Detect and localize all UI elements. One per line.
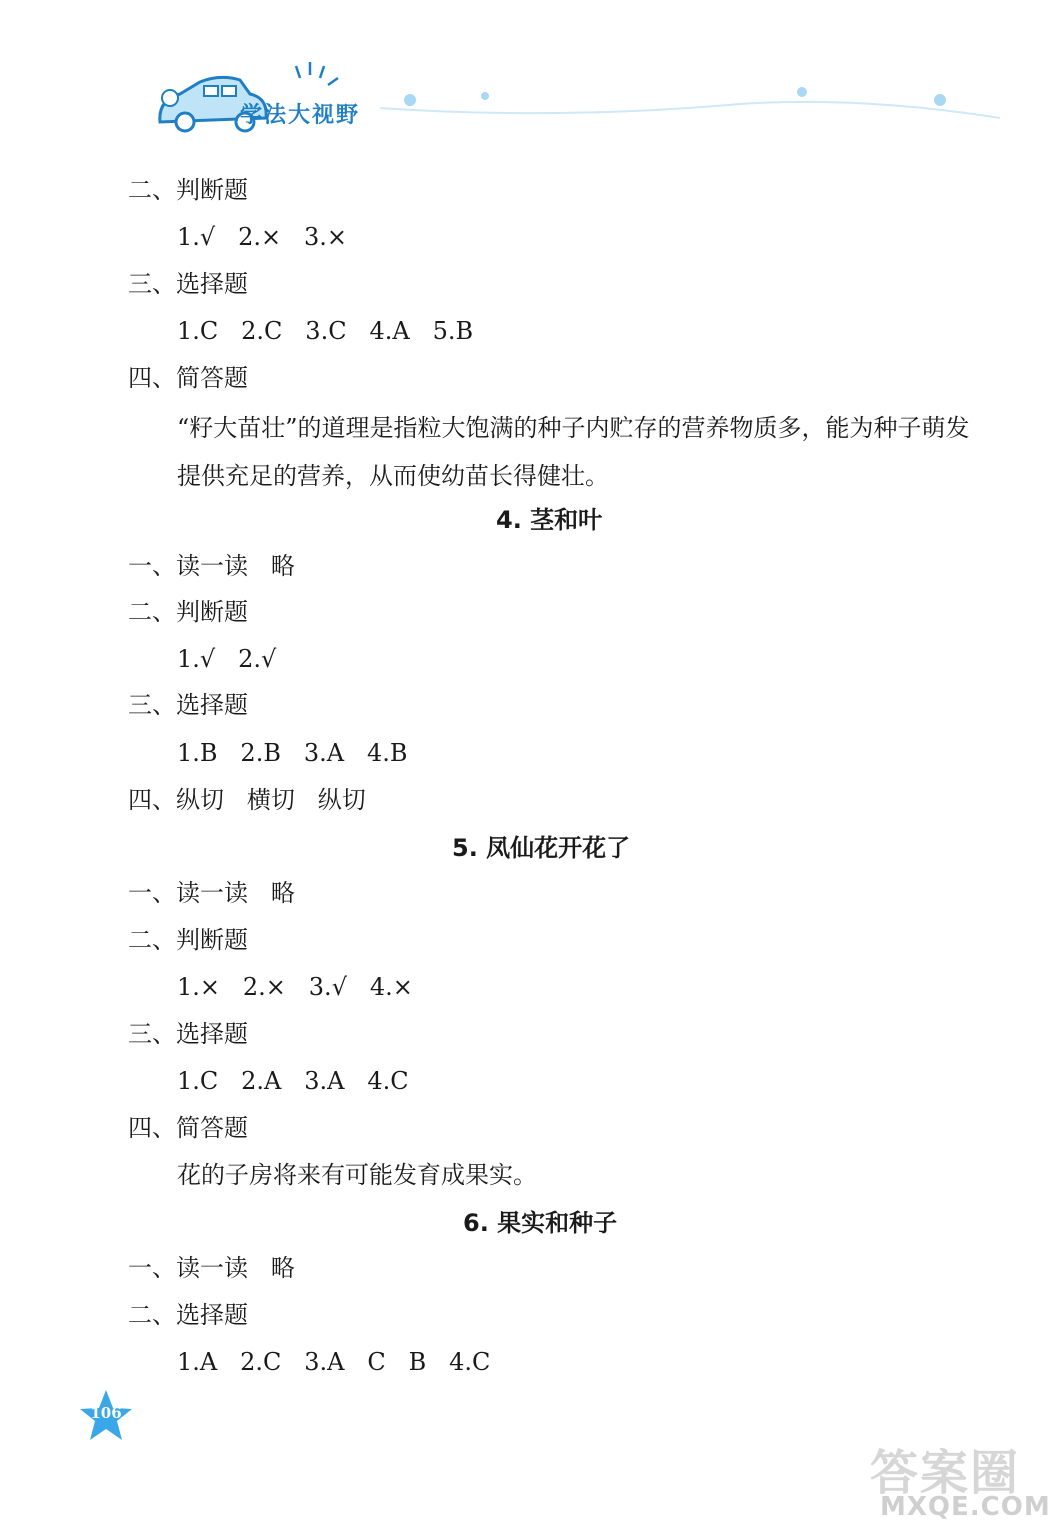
- section-heading: 二、判断题: [128, 598, 248, 626]
- answer-line: 1.B 2.B 3.A 4.B: [177, 739, 408, 767]
- watermark-url: MXQE.COM: [880, 1492, 1051, 1522]
- answer-line: 1.√ 2.× 3.×: [177, 223, 347, 251]
- section-heading: 二、判断题: [128, 926, 248, 954]
- answer-line: 1.C 2.C 3.C 4.A 5.B: [177, 317, 474, 345]
- watermark-logo: 答案圈: [870, 1445, 1021, 1501]
- section-heading: 二、选择题: [128, 1301, 248, 1329]
- section-heading: 四、简答题: [128, 364, 248, 392]
- page-number-badge: [78, 1388, 134, 1444]
- section-heading: 一、读一读 略: [128, 552, 295, 580]
- header-swoosh: [380, 102, 1000, 118]
- page-number: 106: [90, 1404, 122, 1422]
- section-heading: 三、选择题: [128, 1020, 248, 1048]
- answer-line: 1.A 2.C 3.A C B 4.C: [177, 1348, 491, 1376]
- lesson-title: 4. 茎和叶: [496, 506, 603, 534]
- section-heading: 四、纵切 横切 纵切: [128, 786, 366, 814]
- answer-paragraph: “籽大苗壮”的道理是指粒大饱满的种子内贮存的营养物质多，能为种子萌发提供充足的营养，从而使幼苗长得健壮。: [177, 414, 970, 490]
- sun-rays-icon: [296, 62, 338, 85]
- header-logo-text: 学法大视野: [240, 103, 361, 128]
- lesson-title: 5. 凤仙花开花了: [452, 834, 631, 862]
- section-heading: 一、读一读 略: [128, 879, 295, 907]
- section-heading: 三、选择题: [128, 691, 248, 719]
- lesson-title: 6. 果实和种子: [463, 1209, 618, 1237]
- answer-line: 花的子房将来有可能发育成果实。: [177, 1161, 537, 1189]
- section-heading: 一、读一读 略: [128, 1254, 295, 1282]
- answer-line: 1.C 2.A 3.A 4.C: [177, 1067, 409, 1095]
- answer-line: 1.× 2.× 3.√ 4.×: [177, 973, 413, 1001]
- answer-line: 1.√ 2.√: [177, 645, 277, 673]
- section-heading: 四、简答题: [128, 1114, 248, 1142]
- section-heading: 三、选择题: [128, 270, 248, 298]
- section-heading: 二、判断题: [128, 176, 248, 204]
